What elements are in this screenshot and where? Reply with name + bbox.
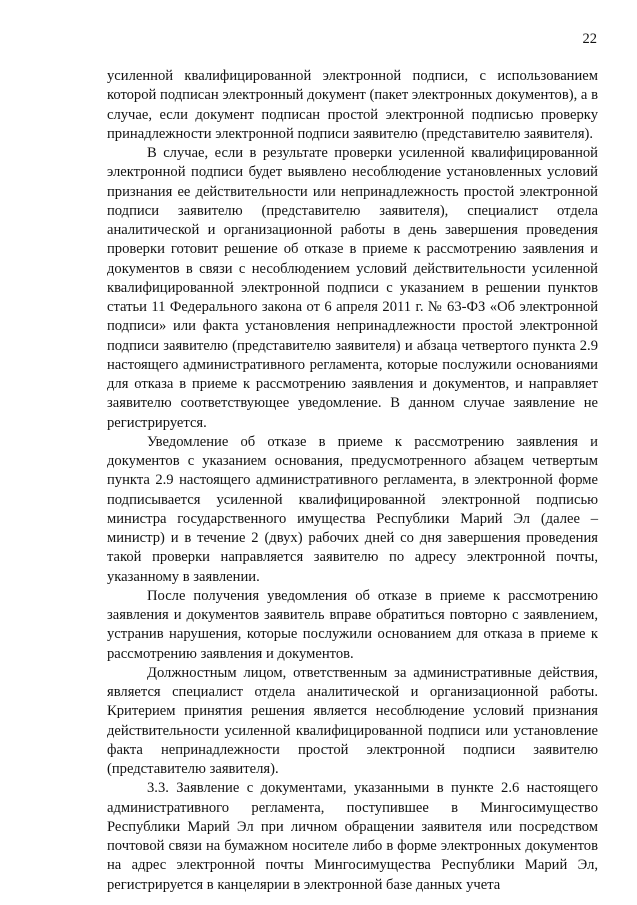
paragraph-1: усиленной квалифицированной электронной подписи, с использованием которой подписан электронный документ (пакет электронных документов), а в случае, если документ подписан простой электронной подписью проверку принадлежности электронной подписи заявителю (представителю заявителя). — [107, 68, 598, 142]
paragraph-5: Должностным лицом, ответственным за административные действия, является специалист отдела аналитической и организационной работы. Критерием принятия решения является несоблюдение условий признания действительности усиленной квалифицированной подписи или установление факта непринадлежности простой электронной подписи заявителю (представителю заявителя). — [107, 664, 598, 777]
document-body — [107, 67, 598, 895]
paragraph-2: В случае, если в результате проверки усиленной квалифицированной электронной подписи будет выявлено несоблюдение установленных условий признания ее действительности или непринадлежность простой электронной подписи заявителю (представителю заявителя), специалист отдела аналитической и организационной работы в день завершения проведения проверки готовит решение об отказе в приеме к рассмотрению заявления и документов в связи с несоблюдением условий действительности усиленной квалифицированной электронной подписи с указанием в решении пунктов статьи 11 Федерального закона от 6 апреля 2011 г. № 63-ФЗ «Об электронной подписи» или факта установления непринадлежности простой электронной подписи заявителю (представителю заявителя) и абзаца четвертого пункта 2.9 настоящего административного регламента, которые послужили основаниями для отказа в приеме к рассмотрению заявления и документов, и направляет заявителю соответствующее уведомление. В данном случае заявление не регистрируется. — [107, 145, 598, 431]
paragraph-6: 3.3. Заявление с документами, указанными в пункте 2.6 настоящего административного регламента, поступившее в Мингосимущество Республики Марий Эл при личном обращении заявителя или посредством почтовой связи на бумажном носителе либо в форме электронных документов на адрес электронной почты Мингосимущества Республики Марий Эл, регистрируется в канцелярии в электронной базе данных учета — [107, 780, 598, 893]
paragraph-4: После получения уведомления об отказе в приеме к рассмотрению заявления и документов заявитель вправе обратиться повторно с заявлением, устранив нарушения, которые послужили основанием для отказа в приеме к рассмотрению заявления и документов. — [107, 587, 598, 662]
paragraph-3: Уведомление об отказе в приеме к рассмотрению заявления и документов с указанием основания, предусмотренного абзацем четвертым пункта 2.9 настоящего административного регламента, в электронной форме подписывается усиленной квалифицированной электронной подписью министра государственного имущества Республики Марий Эл (далее – министр) и в течение 2 (двух) рабочих дней со дня завершения проведения такой проверки направляется заявителю по адресу электронной почты, указанному в заявлении. — [107, 433, 598, 585]
page-number: 22 — [582, 31, 597, 47]
